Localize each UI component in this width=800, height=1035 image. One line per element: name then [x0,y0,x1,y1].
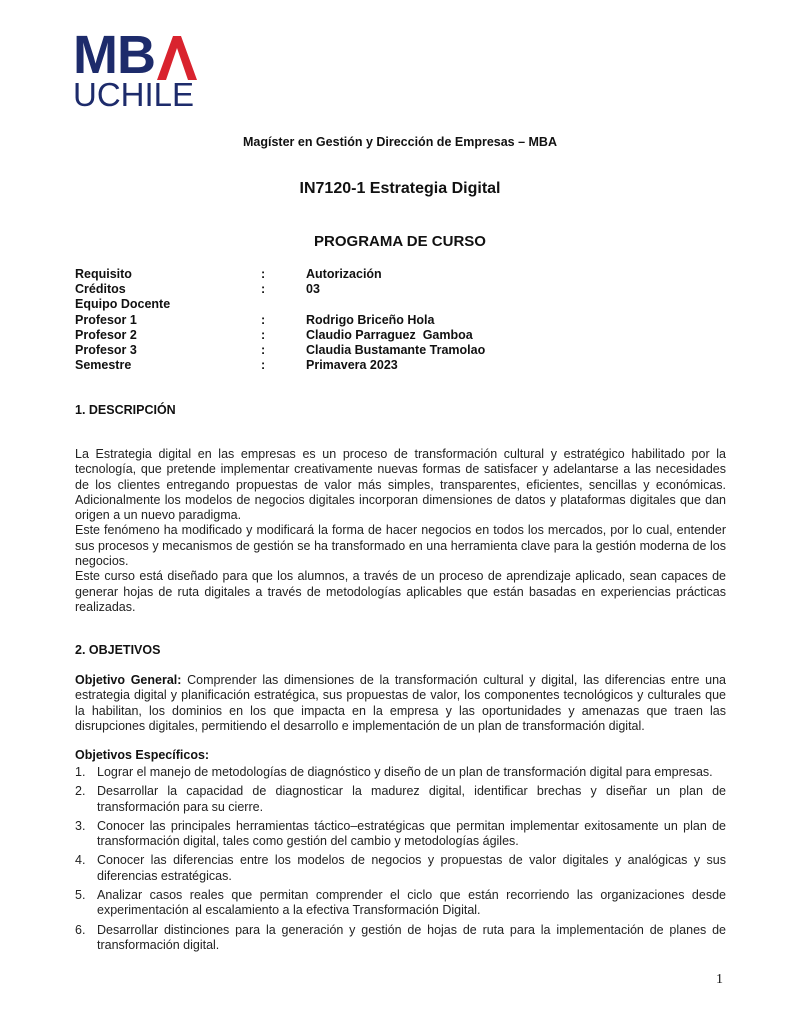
list-item-text: Analizar casos reales que permitan comprender el ciclo que están recorriendo las organizaciones desde experimentación al escalamiento a la efectiva Transformación Digital. [97,888,726,918]
info-row-creditos [75,282,675,297]
objetivos-heading: 2. OBJETIVOS [75,643,161,657]
list-item [75,784,726,815]
objetivo-general [75,673,726,734]
objetivo-general-text: Comprender las dimensiones de la transformación cultural y digital, las diferencias entre una estrategia digital y planificación estratégica, sus propuestas de valor, los componentes tecnológicos y culturales que la habilitan, los dominios en los que impacta en la empresa y las oportunidades y amenazas que traen las disrupciones digitales, permitiendo el desarrollo e implementación de un plan de transformación digital. [75,673,726,733]
info-colon: : [261,267,266,281]
program-subtitle: Magíster en Gestión y Dirección de Empresas – MBA [243,135,557,149]
info-row-profesor-1 [75,313,675,328]
list-item-number: 1. [75,765,86,779]
list-item-number: 2. [75,784,86,799]
descripcion-body [75,447,726,615]
list-item [75,888,726,919]
info-label: Profesor 1 [75,312,137,327]
course-title: IN7120-1 Estrategia Digital [299,180,501,197]
logo-mba [73,25,205,85]
info-row-requisito [75,267,675,282]
list-item [75,765,726,780]
objetivo-general-label: Objetivo General: [75,673,182,687]
info-row-semestre [75,358,675,373]
descripcion-paragraph: La Estrategia digital en las empresas es un proceso de transformación cultural y estratégico habilitado por la tecnología, que pretende implementar creativamente nuevas formas de satisfacer y adelantarse a las necesidades de los clientes entregando propuestas de valor más simples, transparentes, eficientes, sencillas y económicas. Adicionalmente los modelos de negocios digitales incorporan dimensiones de datos y plataformas digitales que dan origen a un nuevo paradigma. [75,447,726,523]
info-value: Primavera 2023 [306,358,398,373]
info-label: Requisito [75,267,132,281]
list-item-number: 4. [75,853,86,868]
info-colon: : [261,312,266,327]
descripcion-paragraph: Este fenómeno ha modificado y modificará la forma de hacer negocios en todos los mercados, por lo cual, entender sus procesos y mecanismos de gestión se ha transformado en una herramienta clave para la gestión moderna de los negocios. [75,523,726,569]
mba-uchile-logo [73,25,205,113]
info-row-profesor-3 [75,343,675,358]
list-item-text: Desarrollar la capacidad de diagnosticar la madurez digital, identificar brechas y diseñar un plan de transformación para su cierre. [97,784,726,814]
info-label: Equipo Docente [75,297,171,312]
list-item-text: Desarrollar distinciones para la generación y gestión de hojas de ruta para la implementación de planes de transformación digital. [97,922,726,952]
info-colon: : [261,358,266,373]
info-colon: : [261,327,266,342]
info-label: Profesor 3 [75,342,137,357]
page-number: 1 [716,972,723,987]
logo-uchile: UCHILE [73,76,195,113]
info-colon: : [261,282,266,297]
list-item-text: Conocer las principales herramientas táctico–estratégicas que permitan implementar exitosamente un plan de transformación digital, tales como gestión del cambio y metodologías ágiles. [97,818,726,849]
list-item-number: 5. [75,888,86,903]
logo-red-a-icon [157,36,197,80]
list-item-number: 3. [75,818,86,833]
info-label: Créditos [75,282,126,297]
descripcion-heading: 1. DESCRIPCIÓN [75,403,176,417]
info-label: Profesor 2 [75,327,137,342]
program-title: PROGRAMA DE CURSO [314,233,486,250]
info-label: Semestre [75,358,132,373]
info-value: Autorización [306,267,382,281]
objetivos-especificos-heading: Objetivos Específicos: [75,748,210,762]
info-row-equipo-docente [75,297,675,312]
info-value: 03 [306,282,320,297]
list-item [75,819,726,850]
logo-mb-text: MB [73,25,155,85]
list-item-number: 6. [75,922,86,937]
list-item-text: Conocer las diferencias entre los modelos de negocios y propuestas de valor digitales y analógicas y sus diferencias estratégicas. [97,853,726,883]
objetivos-especificos-list [75,765,726,957]
list-item [75,853,726,884]
descripcion-paragraph: Este curso está diseñado para que los alumnos, a través de un proceso de aprendizaje aplicado, sean capaces de generar hojas de ruta digitales a través de metodologías aplicables que están basadas en experiencias prácticas realizadas. [75,569,726,614]
info-value: Claudio Parraguez Gamboa [306,327,473,342]
course-info-table [75,267,675,373]
list-item [75,923,726,954]
info-value: Claudia Bustamante Tramolao [306,342,486,357]
info-colon: : [261,342,266,357]
info-row-profesor-2 [75,328,675,343]
info-value: Rodrigo Briceño Hola [306,312,435,327]
list-item-text: Lograr el manejo de metodologías de diagnóstico y diseño de un plan de transformación digital para empresas. [97,765,713,779]
